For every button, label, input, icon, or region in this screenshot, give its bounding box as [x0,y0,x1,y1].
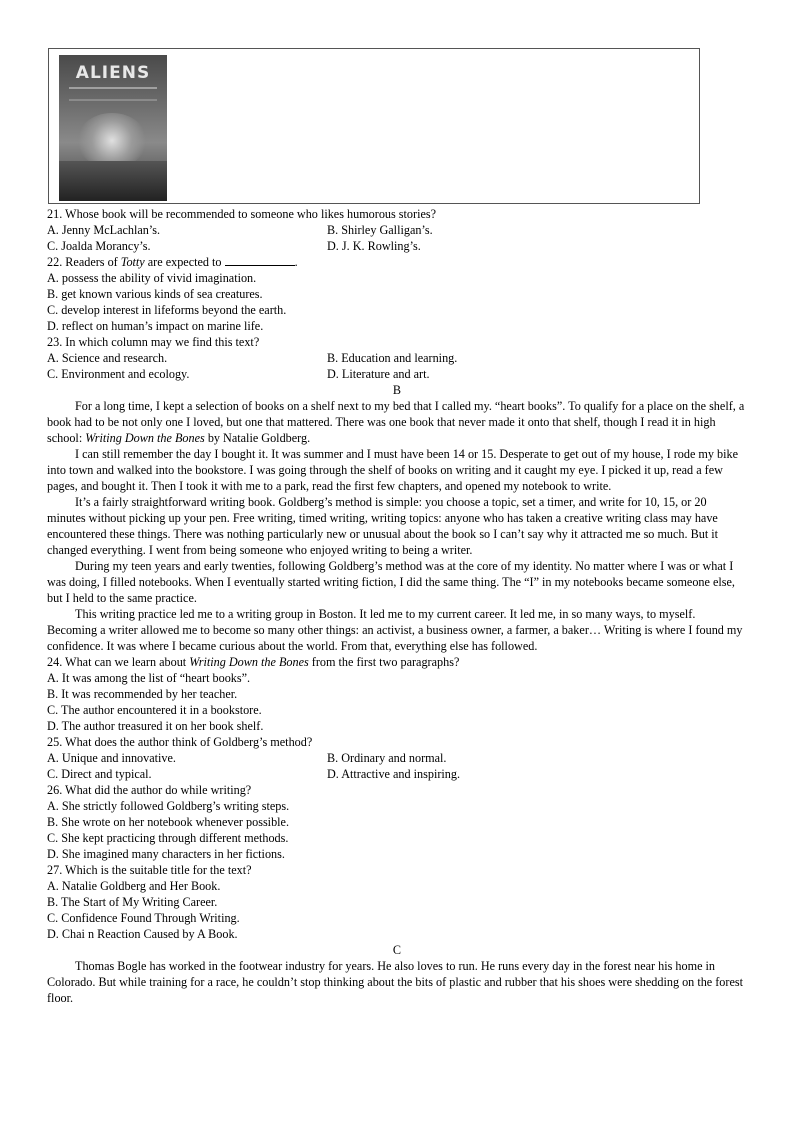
q24-stem-post: from the first two paragraphs? [308,655,460,669]
q24-option-b: B. It was recommended by her teacher. [47,687,238,701]
q22-stem-pre: 22. Readers of [47,255,121,269]
question-21-options-row1 [47,222,747,238]
question-21-stem: 21. Whose book will be recommended to someone who likes humorous stories? [47,207,437,221]
section-b-paragraph-1 [47,398,747,446]
section-b-paragraph-5: This writing practice led me to a writing group in Boston. It led me to my current career. It led me, in so many ways, to myself. Becoming a writer allowed me to become so many other things: an activist, a business owner, a farmer, a baker… Writing is where I found my confidence. It was where I became curious about the world. From that, everything else has followed. [47,607,743,653]
q25-option-c: C. Direct and typical. [47,767,152,781]
q23-option-c: C. Environment and ecology. [47,367,190,381]
q21-option-c: C. Joalda Morancy’s. [47,239,151,253]
q27-option-a: A. Natalie Goldberg and Her Book. [47,879,221,893]
q24-option-c: C. The author encountered it in a bookstore. [47,703,262,717]
q21-option-d: D. J. K. Rowling’s. [327,239,421,253]
b-p1-pre: For a long time, I kept a selection of books on a shelf next to my bed that I called my. “heart books”. To qualify for a place on the shelf, a book had to be not only one I loved, but one that mattered. There was one book that never made it onto that shelf, though I read it in high school: [47,399,745,445]
q25-option-a: A. Unique and innovative. [47,751,176,765]
section-b-heading: B [392,383,402,397]
q27-option-d: D. Chai n Reaction Caused by A Book. [47,927,238,941]
q25-option-b: B. Ordinary and normal. [327,751,447,765]
q23-option-b: B. Education and learning. [327,351,458,365]
cover-subtitle-graphic [69,87,157,101]
section-b-paragraph-2: I can still remember the day I bought it. It was summer and I must have been 14 or 15. Desperate to get out of my house, I rode my bike into town and walked into the bookstore. I was going through the shelf of books on writing and it caught my eye. I picked it up, read a few pages, and bought it. Then I took it with me to a park, read the first few chapters, and opened my notebook to write. [47,447,739,493]
q26-option-a: A. She strictly followed Goldberg’s writing steps. [47,799,290,813]
question-23-stem: 23. In which column may we find this text? [47,335,260,349]
q27-option-c: C. Confidence Found Through Writing. [47,911,240,925]
question-27-stem: 27. Which is the suitable title for the text? [47,863,252,877]
question-24-stem [47,654,747,670]
question-25-options-row2 [47,766,747,782]
cover-light-graphic [77,113,147,168]
q21-option-b: B. Shirley Galligan’s. [327,223,433,237]
question-23-options-row2 [47,366,747,382]
q22-option-c: C. develop interest in lifeforms beyond the earth. [47,303,287,317]
q21-option-a: A. Jenny McLachlan’s. [47,223,161,237]
question-21-options-row2 [47,238,747,254]
section-c-heading: C [392,943,402,957]
section-c-paragraph-1: Thomas Bogle has worked in the footwear industry for years. He also loves to run. He runs every day in the forest near his home in Colorado. But while training for a race, he couldn’t stop thinking about the bits of plastic and rubber that his shoes were shedding on the forest floor. [47,959,744,1005]
question-22-stem [47,254,747,270]
question-25-options-row1 [47,750,747,766]
document-body [47,206,747,1006]
q22-stem-post: are expected to [144,255,225,269]
q25-option-d: D. Attractive and inspiring. [327,767,461,781]
section-b-paragraph-4: During my teen years and early twenties, following Goldberg’s method was at the core of my identity. No matter where I was or what I was doing, I filled notebooks. When I eventually started writing fiction, I did the same thing. The “I” in my notebooks became someone else, but I held to the same practice. [47,559,735,605]
q22-option-b: B. get known various kinds of sea creatures. [47,287,263,301]
q22-option-a: A. possess the ability of vivid imagination. [47,271,257,285]
q22-stem-italic: Totty [120,255,145,269]
question-25-stem: 25. What does the author think of Goldberg’s method? [47,735,313,749]
q22-stem-end: . [294,255,298,269]
question-26-stem: 26. What did the author do while writing? [47,783,252,797]
q23-option-a: A. Science and research. [47,351,168,365]
q26-option-b: B. She wrote on her notebook whenever possible. [47,815,290,829]
q26-option-c: C. She kept practicing through different methods. [47,831,289,845]
cover-title: ALIENS [75,63,151,83]
q24-option-d: D. The author treasured it on her book shelf. [47,719,264,733]
section-b-paragraph-3: It’s a fairly straightforward writing book. Goldberg’s method is simple: you choose a topic, set a timer, and write for 10, 15, or 20 minutes without picking up your pen. Free writing, timed writing, writing topics: anyone who has taken a creative writing class may have encountered these things. There was nothing particularly new or unusual about the book so I can’t say why it attracted me so much. But it changed everything. I went from being someone who enjoyed writing to being a writer. [47,495,719,557]
q22-option-d: D. reflect on human’s impact on marine life. [47,319,264,333]
q24-stem-italic: Writing Down the Bones [189,655,309,669]
q23-option-d: D. Literature and art. [327,367,430,381]
q26-option-d: D. She imagined many characters in her fictions. [47,847,285,861]
cover-landscape-graphic [59,161,167,201]
book-cover-frame [48,48,700,204]
answer-blank [225,254,295,266]
q27-option-b: B. The Start of My Writing Career. [47,895,218,909]
aliens-book-cover-image [59,55,167,201]
q24-stem-pre: 24. What can we learn about [47,655,190,669]
q24-option-a: A. It was among the list of “heart books”. [47,671,251,685]
question-23-options-row1 [47,350,747,366]
b-p1-book-title: Writing Down the Bones [85,431,205,445]
b-p1-post: by Natalie Goldberg. [204,431,311,445]
